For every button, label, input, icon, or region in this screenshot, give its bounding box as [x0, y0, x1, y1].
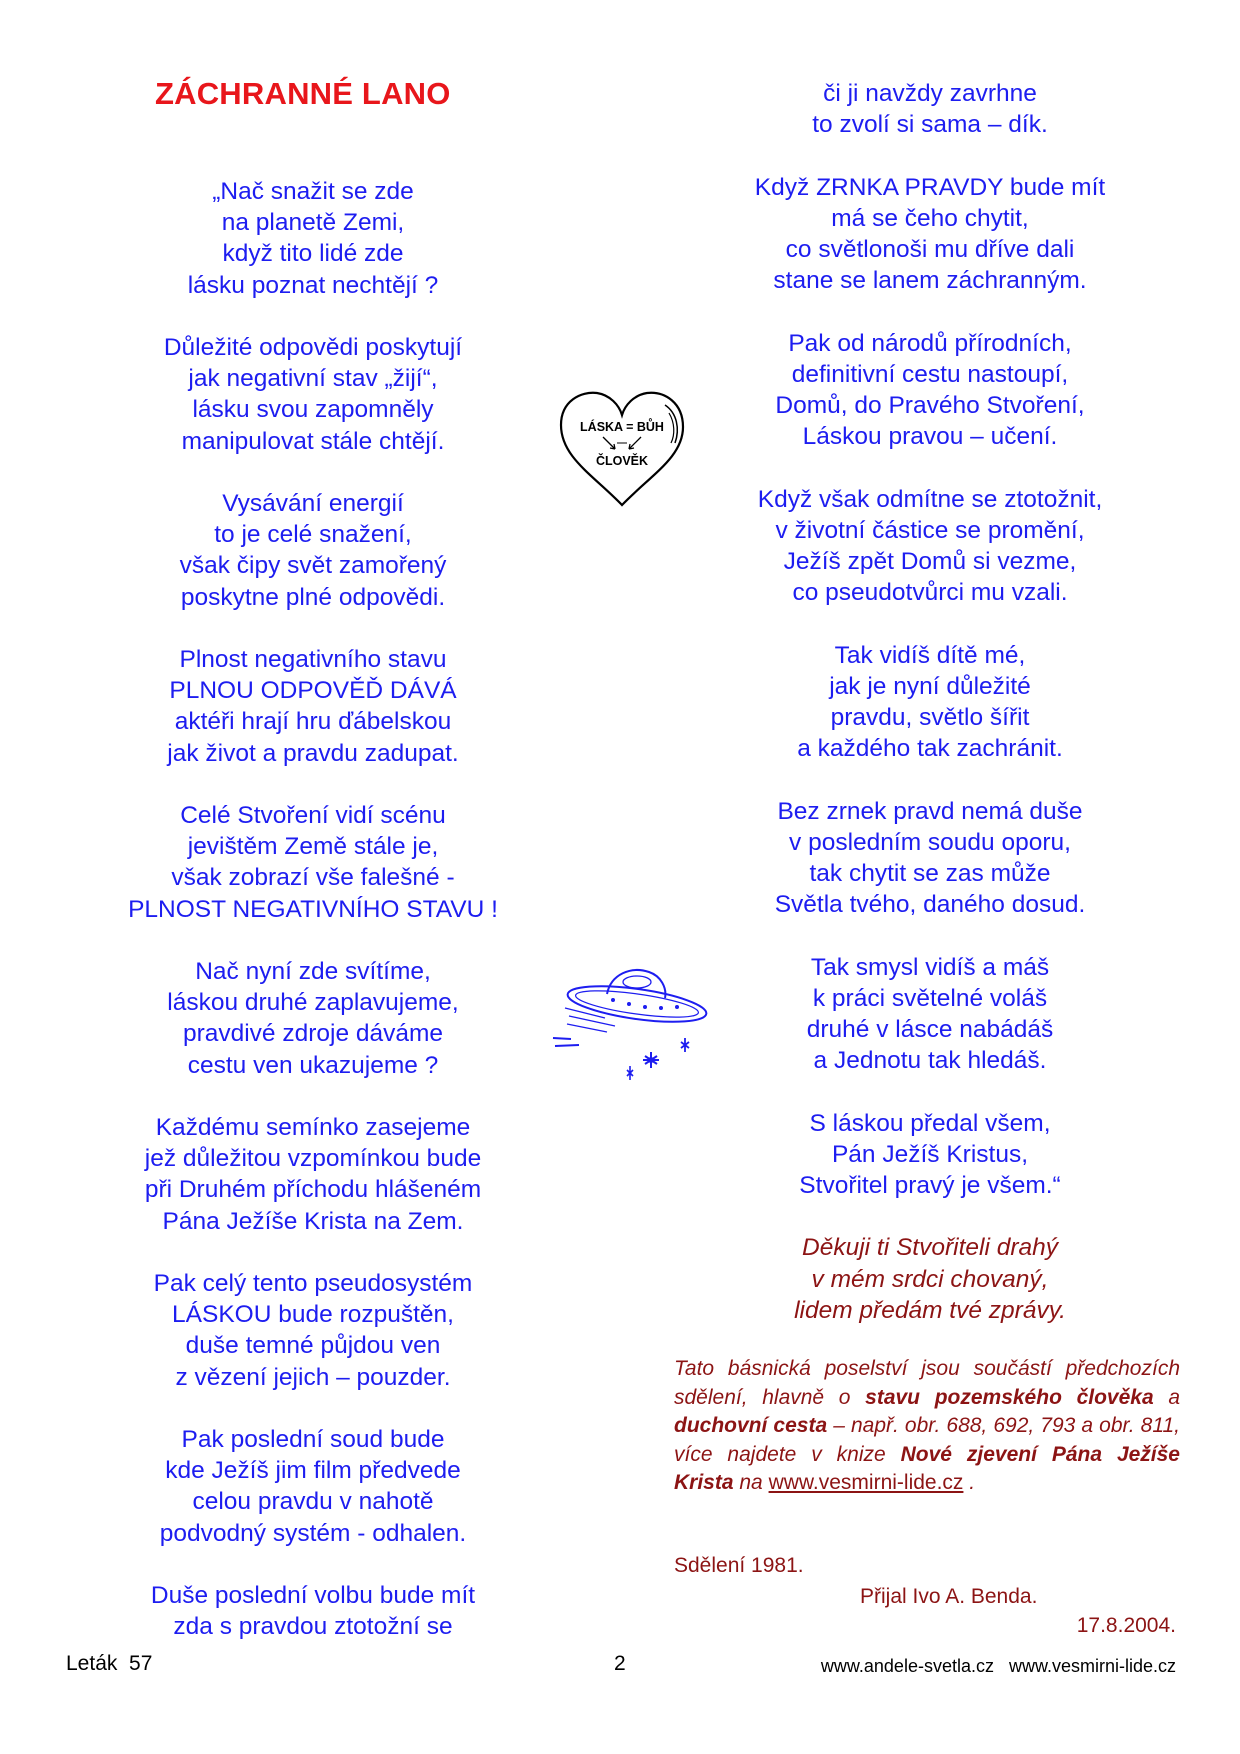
- poem-line: Bez zrnek pravd nemá duše: [777, 797, 1083, 825]
- poem-line: tak chytit se zas může: [809, 860, 1051, 887]
- stanza: [88, 488, 538, 613]
- heart-text-top: LÁSKA = BŮH: [580, 420, 664, 434]
- received-by: Přijal Ivo A. Benda.: [860, 1585, 1038, 1608]
- message-year: Sdělení 1981.: [674, 1554, 804, 1577]
- date: 17.8.2004.: [1076, 1614, 1176, 1637]
- prayer-line: v mém srdci chovaný,: [811, 1265, 1049, 1293]
- stanza: [88, 176, 538, 301]
- poem-line: cestu ven ukazujeme ?: [187, 1051, 439, 1079]
- note-text: a: [1153, 1385, 1180, 1409]
- poem-line: PLNOST NEGATIVNÍHO STAVU !: [128, 895, 498, 923]
- poem-line: když tito lidé zde: [222, 240, 404, 268]
- poem-line: zda s pravdou ztotožní se: [173, 1613, 453, 1641]
- poem-line: jak negativní stav „žijí“,: [188, 365, 438, 393]
- poem-line: Světla tvého, daného dosud.: [774, 891, 1086, 919]
- poem-line: má se čeho chytit,: [831, 204, 1029, 232]
- poem-line: LÁSKOU bude rozpuštěn,: [172, 1301, 454, 1329]
- stanza: [700, 952, 1160, 1077]
- prayer-line: Děkuji ti Stvořiteli drahý: [802, 1234, 1058, 1262]
- poem-line: jež důležitou vzpomínkou bude: [144, 1145, 482, 1173]
- note-text: Tato básnická poselství jsou součástí předchozích sdělení, hlavně o: [674, 1357, 1180, 1409]
- stanza: [88, 1580, 538, 1642]
- poem-line: to zvolí si sama – dík.: [812, 111, 1048, 139]
- note-text: na: [733, 1471, 769, 1495]
- poem-line: Pak celý tento pseudosystém: [153, 1270, 473, 1297]
- poem-line: stane se lanem záchranným.: [773, 267, 1087, 295]
- poem-line: podvodný systém - odhalen.: [159, 1519, 467, 1547]
- poem-line: jak je nyní důležité: [829, 672, 1031, 700]
- stanza: [88, 1424, 538, 1549]
- note-text: – např. obr. 688, 692, 793 a obr. 811, více najdete v knize: [674, 1414, 1180, 1466]
- stanza: [700, 796, 1160, 921]
- poem-line: z vězení jejich – pouzder.: [175, 1363, 451, 1391]
- poem-line: poskytne plné odpovědi.: [180, 583, 446, 611]
- poem-line: co světlonoši mu dříve dali: [785, 236, 1075, 263]
- stanza: [88, 1112, 538, 1237]
- poem-line: Ježíš zpět Domů si vezme,: [783, 548, 1077, 575]
- poem-line: a každého tak zachránit.: [797, 735, 1063, 763]
- poem-line: Tak smysl vidíš a máš: [810, 953, 1050, 981]
- stanza: [88, 800, 538, 925]
- poem-line: Když ZRNKA PRAVDY bude mít: [754, 173, 1106, 201]
- poem-left-column: [88, 176, 538, 1674]
- stanza: [88, 1268, 538, 1393]
- poem-line: jevištěm Země stále je,: [187, 833, 439, 861]
- note-bold: stavu pozemského člověka: [865, 1385, 1154, 1409]
- poem-line: Důležité odpovědi poskytují: [163, 334, 463, 361]
- poem-line: láskou druhé zaplavujeme,: [167, 989, 459, 1017]
- poem-right-column: [700, 78, 1160, 1357]
- stanza: [700, 172, 1160, 297]
- stanza: [88, 956, 538, 1081]
- poem-line: na planetě Zemi,: [221, 209, 405, 237]
- prayer-line: lidem předám tvé zprávy.: [794, 1296, 1066, 1324]
- poem-line: Vysávání energií: [222, 490, 404, 517]
- closing-prayer: [700, 1232, 1160, 1326]
- poem-line: Když však odmítne se ztotožnit,: [757, 485, 1103, 513]
- poem-line: v posledním soudu oporu,: [789, 828, 1071, 856]
- poem-line: v životní částice se promění,: [775, 516, 1085, 544]
- poem-line: „Nač snažit se zde: [212, 178, 414, 205]
- poem-line: Duše poslední volbu bude mít: [150, 1582, 476, 1609]
- poem-line: Láskou pravou – učení.: [802, 423, 1058, 451]
- poem-line: co pseudotvůrci mu vzali.: [792, 579, 1068, 607]
- page-title: ZÁCHRANNÉ LANO: [155, 76, 451, 111]
- poem-line: to je celé snažení,: [214, 521, 412, 549]
- poem-line: či ji navždy zavrhne: [823, 80, 1037, 107]
- poem-line: Domů, do Pravého Stvoření,: [775, 392, 1085, 419]
- poem-line: jak život a pravdu zadupat.: [167, 739, 459, 767]
- poem-line: kde Ježíš jim film předvede: [165, 1457, 461, 1485]
- poem-line: však zobrazí vše falešné -: [171, 864, 455, 892]
- poem-line: Každému semínko zasejeme: [155, 1114, 471, 1141]
- poem-line: aktéři hrají hru ďábelskou: [174, 708, 452, 736]
- note-bold: duchovní cesta: [674, 1414, 828, 1438]
- poem-line: Plnost negativního stavu: [179, 646, 447, 673]
- stanza: [700, 1108, 1160, 1202]
- poem-line: Nač nyní zde svítíme,: [195, 958, 431, 985]
- poem-line: lásku poznat nechtějí ?: [187, 271, 439, 299]
- note-text: .: [963, 1471, 976, 1495]
- poem-line: Pána Ježíše Krista na Zem.: [162, 1207, 464, 1235]
- poem-line: však čipy svět zamořený: [179, 552, 447, 580]
- poem-line: S láskou předal všem,: [809, 1109, 1051, 1137]
- footer-websites: www.andele-svetla.cz www.vesmirni-lide.cz: [820, 1656, 1176, 1676]
- note-bold: Nové zjevení Pána Ježíše Krista: [674, 1442, 1180, 1495]
- poem-line: Pak od národů přírodních,: [788, 329, 1072, 357]
- stanza: [700, 78, 1160, 140]
- stanza: [700, 640, 1160, 765]
- info-note: [674, 1355, 1180, 1498]
- stanza: [88, 332, 538, 457]
- poem-line: duše temné půjdou ven: [185, 1332, 441, 1360]
- poem-line: PLNOU ODPOVĚĎ DÁVÁ: [169, 677, 457, 705]
- heart-text-bottom: ČLOVĚK: [595, 454, 649, 468]
- poem-line: manipulovat stále chtějí.: [181, 427, 445, 455]
- poem-line: Stvořitel pravý je všem.“: [799, 1172, 1061, 1199]
- poem-line: k práci světelné voláš: [812, 984, 1048, 1012]
- poem-line: Pak poslední soud bude: [181, 1426, 445, 1453]
- poem-line: při Druhém příchodu hlášeném: [144, 1176, 482, 1204]
- poem-line: pravdivé zdroje dáváme: [182, 1020, 444, 1048]
- heart-icon: [553, 383, 691, 513]
- page-number: 2: [614, 1652, 626, 1675]
- poem-line: definitivní cestu nastoupí,: [791, 360, 1069, 388]
- stanza: [700, 484, 1160, 609]
- poem-line: pravdu, světlo šířit: [830, 704, 1030, 731]
- poem-line: Tak vidíš dítě mé,: [834, 641, 1026, 669]
- website-link[interactable]: www.vesmirni-lide.cz: [768, 1471, 964, 1495]
- poem-line: lásku svou zapomněly: [192, 396, 434, 424]
- leaflet-number: Leták 57: [66, 1652, 153, 1675]
- poem-line: Celé Stvoření vidí scénu: [180, 802, 446, 829]
- poem-line: Pán Ježíš Kristus,: [831, 1140, 1029, 1168]
- poem-line: a Jednotu tak hledáš.: [813, 1047, 1047, 1075]
- poem-line: celou pravdu v nahotě: [192, 1488, 434, 1516]
- ufo-icon: [545, 960, 715, 1100]
- poem-line: druhé v lásce nabádáš: [806, 1016, 1054, 1043]
- stanza: [88, 644, 538, 769]
- stanza: [700, 328, 1160, 453]
